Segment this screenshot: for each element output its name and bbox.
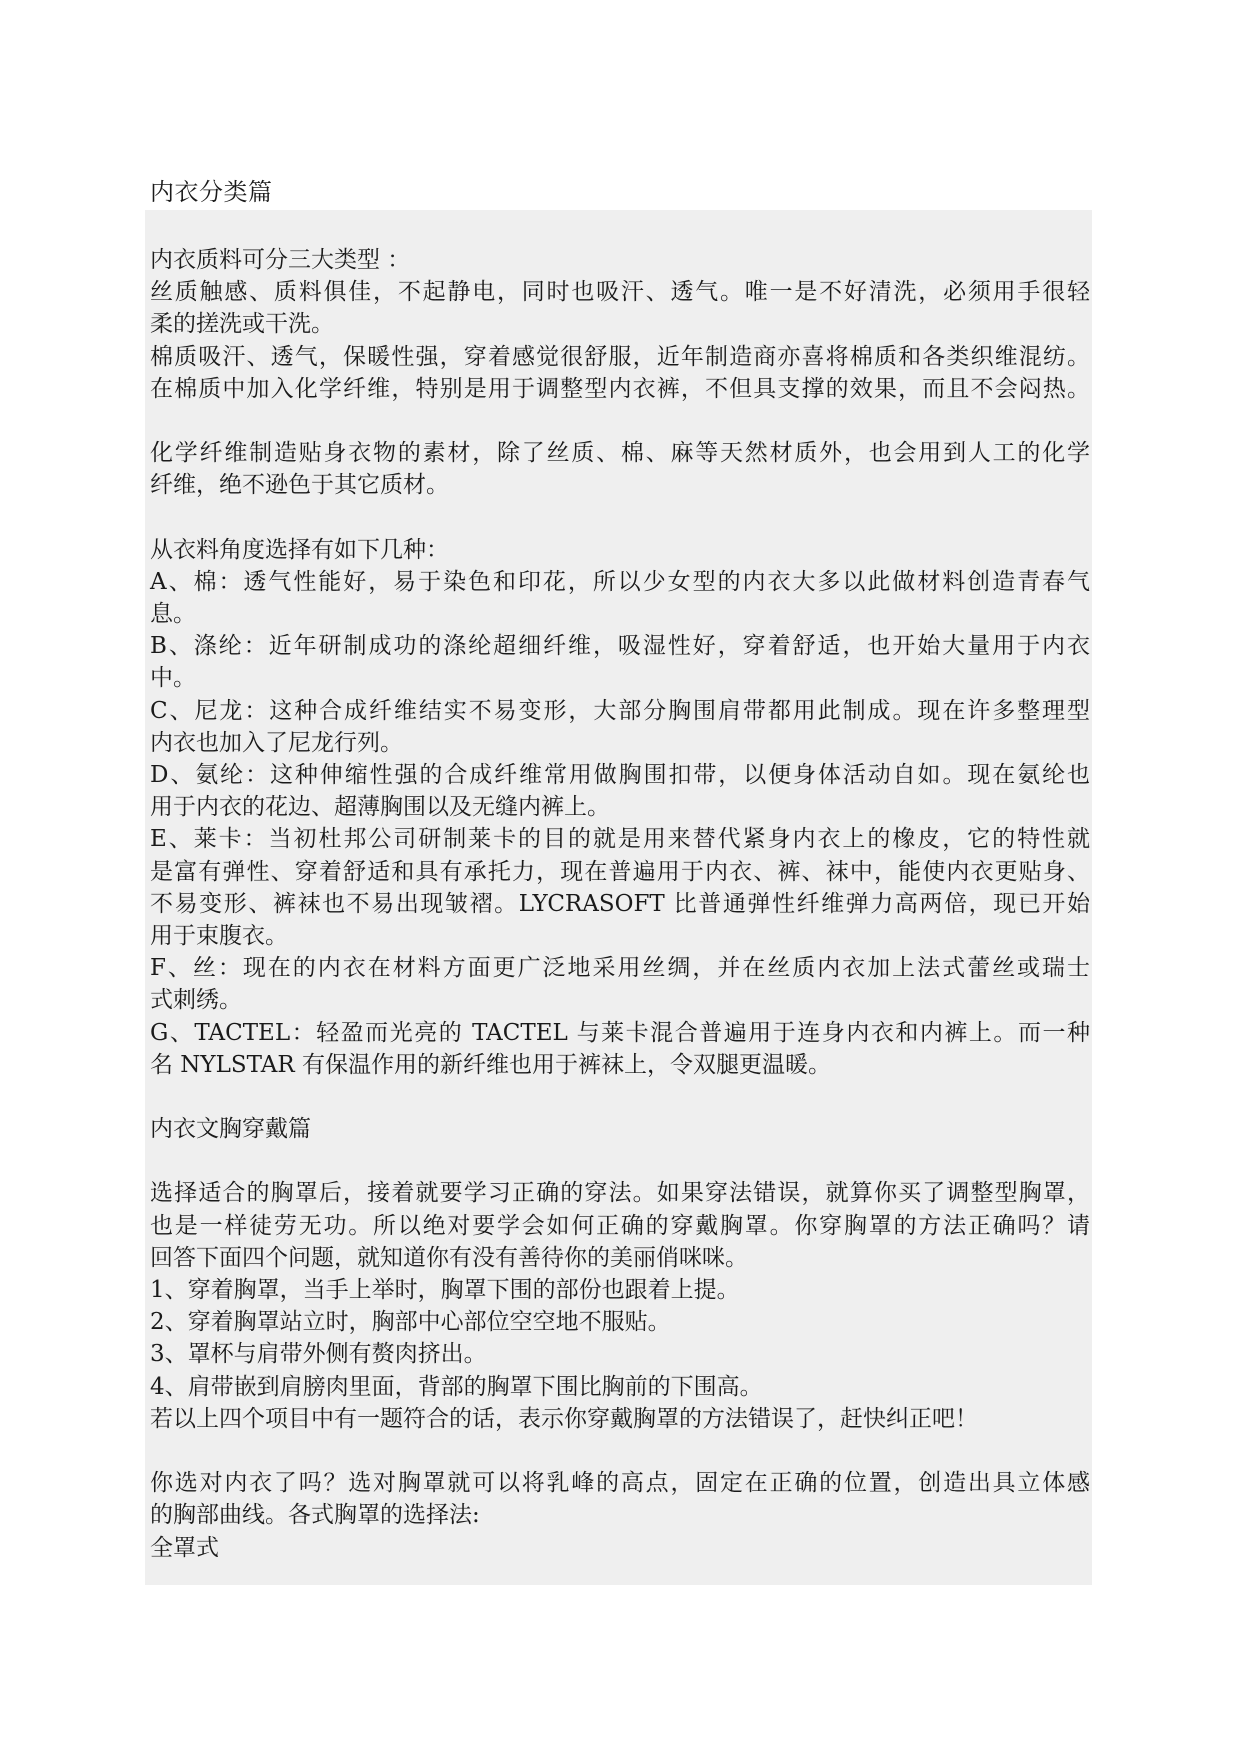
text-line: 中。	[150, 665, 196, 692]
text-line: A、棉：透气性能好，易于染色和印花，所以少女型的内衣大多以此做材料创造青春气	[150, 568, 1090, 595]
text-line: 不易变形、裤袜也不易出现皱褶。LYCRASOFT 比普通弹性纤维弹力高两倍，现已开始	[150, 890, 1090, 917]
text-line: 全罩式	[150, 1534, 219, 1561]
blank-line	[150, 1435, 1090, 1467]
text-line: D、氨纶：这种伸缩性强的合成纤维常用做胸围扣带，以便身体活动自如。现在氨纶也	[150, 762, 1090, 788]
text-line: 4、肩带嵌到肩膀肉里面，背部的胸罩下围比胸前的下围高。	[150, 1373, 763, 1400]
text-line: 3、罩杯与肩带外侧有赘肉挤出。	[150, 1341, 487, 1368]
text-line: B、涤纶：近年研制成功的涤纶超细纤维，吸湿性好，穿着舒适，也开始大量用于内衣	[150, 633, 1090, 660]
text-line: E、莱卡：当初杜邦公司研制莱卡的目的就是用来替代紧身内衣上的橡皮，它的特性就	[150, 826, 1090, 853]
blank-line	[150, 405, 1090, 437]
blank-line	[150, 502, 1090, 534]
text-line: 用于内衣的花边、超薄胸围以及无缝内裤上。	[150, 794, 610, 821]
text-line: 1、穿着胸罩，当手上举时，胸罩下围的部份也跟着上提。	[150, 1277, 740, 1303]
text-line: F、丝：现在的内衣在材料方面更广泛地采用丝绸，并在丝质内衣加上法式蕾丝或瑞士	[150, 955, 1090, 982]
text-line: 内衣文胸穿戴篇	[150, 1116, 311, 1143]
text-line: 在棉质中加入化学纤维，特别是用于调整型内衣裤，不但具支撑的效果，而且不会闷热。	[150, 375, 1090, 402]
text-line: 也是一样徒劳无功。所以绝对要学会如何正确的穿戴胸罩。你穿胸罩的方法正确吗？请	[150, 1212, 1090, 1239]
text-line: 你选对内衣了吗？选对胸罩就可以将乳峰的高点，固定在正确的位置，创造出具立体感	[150, 1470, 1090, 1497]
text-line: 内衣也加入了尼龙行列。	[150, 729, 403, 756]
document-body	[150, 244, 1090, 1564]
text-line: 式刺绣。	[150, 987, 242, 1014]
text-line: G、TACTEL：轻盈而光亮的 TACTEL 与莱卡混合普遍用于连身内衣和内裤上。而一种	[150, 1019, 1090, 1046]
blank-line	[150, 1145, 1090, 1177]
text-line: 回答下面四个问题，就知道你有没有善待你的美丽俏咪咪。	[150, 1244, 748, 1271]
text-line: 纤维，绝不逊色于其它质材。	[150, 472, 449, 499]
text-line: 名 NYLSTAR 有保温作用的新纤维也用于裤袜上，令双腿更温暖。	[150, 1051, 831, 1078]
text-line: 用于束腹衣。	[150, 922, 288, 949]
text-line: 棉质吸汗、透气，保暖性强，穿着感觉很舒服，近年制造商亦喜将棉质和各类织维混纺。	[150, 343, 1090, 370]
text-line: 2、穿着胸罩站立时，胸部中心部位空空地不服贴。	[150, 1309, 671, 1336]
text-line: 从衣料角度选择有如下几种：	[150, 536, 449, 563]
text-line: 若以上四个项目中有一题符合的话，表示你穿戴胸罩的方法错误了，赶快纠正吧！	[150, 1405, 978, 1432]
text-line: 的胸部曲线。各式胸罩的选择法:	[150, 1502, 480, 1529]
text-line: 是富有弹性、穿着舒适和具有承托力，现在普遍用于内衣、裤、袜中，能使内衣更贴身、	[150, 858, 1090, 885]
text-line: 丝质触感、质料俱佳，不起静电，同时也吸汗、透气。唯一是不好清洗，必须用手很轻	[150, 279, 1090, 306]
text-line: 柔的搓洗或干洗。	[150, 311, 334, 338]
text-line: C、尼龙：这种合成纤维结实不易变形，大部分胸围肩带都用此制成。现在许多整理型	[150, 697, 1090, 724]
text-line: 化学纤维制造贴身衣物的素材，除了丝质、棉、麻等天然材质外，也会用到人工的化学	[150, 440, 1090, 467]
blank-line	[150, 1081, 1090, 1113]
section-heading-classification: 内衣分类篇	[150, 178, 273, 206]
text-line: 选择适合的胸罩后，接着就要学习正确的穿法。如果穿法错误，就算你买了调整型胸罩，	[150, 1180, 1090, 1207]
text-line: 息。	[150, 601, 196, 628]
text-line: 内衣质料可分三大类型 ：	[150, 247, 411, 273]
